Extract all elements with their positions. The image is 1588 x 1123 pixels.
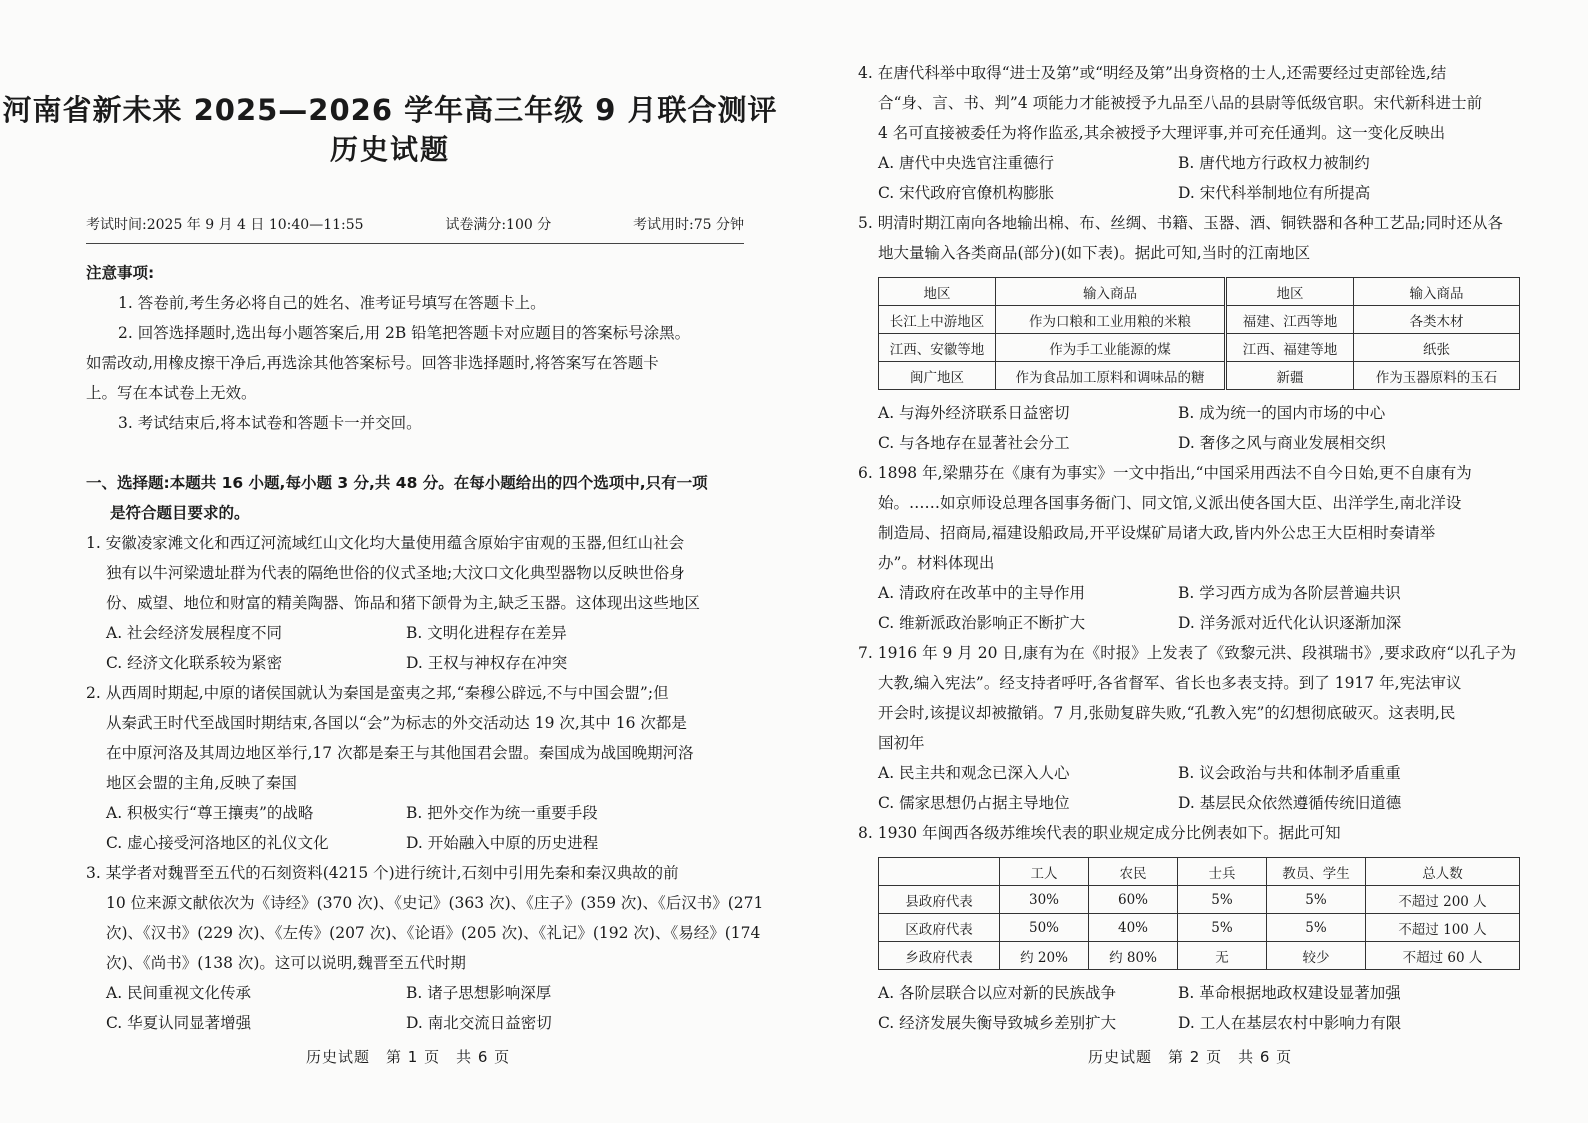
options xyxy=(858,758,1578,818)
table-header: 工人 xyxy=(1000,858,1089,886)
option-d: D. 工人在基层农村中影响力有限 xyxy=(1178,1014,1402,1032)
q5-options xyxy=(878,398,1578,458)
option-d: D. 开始融入中原的历史进程 xyxy=(406,834,599,852)
option-d: D. 王权与神权存在冲突 xyxy=(406,654,568,672)
table-header: 地区 xyxy=(879,278,996,306)
option-b: B. 文明化进程存在差异 xyxy=(406,624,567,642)
notes-title: 注意事项: xyxy=(86,264,155,282)
header-rule xyxy=(86,243,744,244)
option-b: B. 学习西方成为各阶层普遍共识 xyxy=(1178,584,1401,602)
option-b: B. 成为统一的国内市场的中心 xyxy=(1178,404,1386,422)
option-d: D. 宋代科举制地位有所提高 xyxy=(1178,184,1371,202)
question-line: 份、威望、地位和财富的精美陶器、饰品和猪下颌骨为主,缺乏玉器。这体现出这些地区 xyxy=(106,594,700,612)
exam-title: 河南省新未来 2025—2026 学年高三年级 9 月联合测评 xyxy=(2,93,778,127)
note-1: 1. 答卷前,考生务必将自己的姓名、准考证号填写在答题卡上。 xyxy=(118,294,546,312)
question-line: 始。……如京师设总理各国事务衙门、同文馆,义派出使各国大臣、出洋学生,南北洋设 xyxy=(878,494,1462,512)
exam-duration: 考试用时:75 分钟 xyxy=(633,217,744,233)
right-page xyxy=(800,0,1588,1123)
table-header: 农民 xyxy=(1089,858,1178,886)
table-row xyxy=(879,306,1520,334)
question-line: 次)、《尚书》(138 次)。这可以说明,魏晋至五代时期 xyxy=(106,954,466,972)
question-line: 地大量输入各类商品(部分)(如下表)。据此可知,当时的江南地区 xyxy=(878,244,1311,262)
q5-table xyxy=(878,277,1520,390)
option-d: D. 基层民众依然遵循传统旧道德 xyxy=(1178,794,1402,812)
table-cell: 不超过 200 人 xyxy=(1366,886,1520,914)
page-footer: 历史试题 第 2 页 共 6 页 xyxy=(1088,1048,1293,1066)
table-cell: 不超过 60 人 xyxy=(1366,942,1520,970)
question-7 xyxy=(858,638,1578,818)
option-a: A. 民主共和观念已深入人心 xyxy=(878,764,1070,782)
table-header: 地区 xyxy=(1226,278,1354,306)
table-cell: 5% xyxy=(1267,914,1366,942)
table-cell: 各类木材 xyxy=(1354,306,1520,334)
table-cell: 5% xyxy=(1178,914,1267,942)
question-line: 4 名可直接被委任为将作监丞,其余被授予大理评事,并可充任通判。这一变化反映出 xyxy=(878,124,1446,142)
option-c: C. 虚心接受河洛地区的礼仪文化 xyxy=(106,834,329,852)
question-line: 大教,编入宪法”。经支持者呼吁,各省督军、省长也多表支持。到了 1917 年,宪法审议 xyxy=(878,674,1462,692)
question-line: 地区会盟的主角,反映了秦国 xyxy=(106,774,297,792)
table-cell: 较少 xyxy=(1267,942,1366,970)
table-cell: 乡政府代表 xyxy=(879,942,1000,970)
section-1-heading xyxy=(86,468,746,528)
options xyxy=(878,978,1578,1038)
table-cell: 约 20% xyxy=(1000,942,1089,970)
question-line: 从秦武王时代至战国时期结束,各国以“会”为标志的外交活动达 19 次,其中 16 次都是 xyxy=(106,714,687,732)
option-c: C. 经济文化联系较为紧密 xyxy=(106,654,283,672)
table-cell: 闽广地区 xyxy=(879,362,996,390)
option-a: A. 唐代中央选官注重德行 xyxy=(878,154,1055,172)
exam-info xyxy=(86,214,744,234)
option-b: B. 唐代地方行政权力被制约 xyxy=(1178,154,1370,172)
option-c: C. 经济发展失衡导致城乡差别扩大 xyxy=(878,1014,1117,1032)
table-cell: 50% xyxy=(1000,914,1089,942)
question-line: 次)、《汉书》(229 次)、《左传》(207 次)、《论语》(205 次)、《礼记》(192 次)、《易经》(174 xyxy=(106,924,761,942)
option-c: C. 宋代政府官僚机构膨胀 xyxy=(878,184,1055,202)
exam-time: 考试时间:2025 年 9 月 4 日 10:40—11:55 xyxy=(86,217,364,233)
question-line: 8. 1930 年闽西各级苏维埃代表的职业规定成分比例表如下。据此可知 xyxy=(858,824,1341,842)
table-header: 教员、学生 xyxy=(1267,858,1366,886)
note-2-cont: 如需改动,用橡皮擦干净后,再选涂其他答案标号。回答非选择题时,将答案写在答题卡 xyxy=(86,354,659,372)
table-cell: 长江上中游地区 xyxy=(879,306,996,334)
table-row xyxy=(879,886,1520,914)
question-line: 4. 在唐代科举中取得“进士及第”或“明经及第”出身资格的士人,还需要经过吏部铨选,结 xyxy=(858,64,1447,82)
options xyxy=(86,618,746,678)
table-header-row xyxy=(879,278,1520,306)
table-cell: 区政府代表 xyxy=(879,914,1000,942)
table-cell: 作为食品加工原料和调味品的糖 xyxy=(996,362,1226,390)
question-line: 10 位来源文献依次为《诗经》(370 次)、《史记》(363 次)、《庄子》(359 次)、《后汉书》(271 xyxy=(106,894,764,912)
table-cell: 5% xyxy=(1267,886,1366,914)
question-line: 独有以牛河梁遗址群为代表的隔绝世俗的仪式圣地;大汶口文化典型器物以反映世俗身 xyxy=(106,564,685,582)
table-cell: 纸张 xyxy=(1354,334,1520,362)
table-cell: 约 80% xyxy=(1089,942,1178,970)
table-cell: 无 xyxy=(1178,942,1267,970)
options xyxy=(86,798,746,858)
note-2: 2. 回答选择题时,选出每小题答案后,用 2B 铅笔把答题卡对应题目的答案标号涂黑。 xyxy=(118,324,691,342)
option-b: B. 革命根据地政权建设显著加强 xyxy=(1178,984,1401,1002)
question-6 xyxy=(858,458,1578,638)
question-line: 合“身、言、书、判”4 项能力才能被授予九品至八品的县尉等低级官职。宋代新科进士前 xyxy=(878,94,1483,112)
question-3 xyxy=(86,858,764,1038)
question-line: 2. 从西周时期起,中原的诸侯国就认为秦国是蛮夷之邦,“秦穆公辟远,不与中国会盟”;但 xyxy=(86,684,669,702)
options xyxy=(858,148,1578,208)
exam-subject: 历史试题 xyxy=(329,133,450,166)
table-cell: 作为玉器原料的玉石 xyxy=(1354,362,1520,390)
option-a: A. 积极实行“尊王攘夷”的战略 xyxy=(106,804,314,822)
table-row xyxy=(879,362,1520,390)
table-cell: 40% xyxy=(1089,914,1178,942)
question-line: 6. 1898 年,梁鼎芬在《康有为事实》一文中指出,“中国采用西法不自今日始,更不自康有为 xyxy=(858,464,1472,482)
table-cell: 不超过 100 人 xyxy=(1366,914,1520,942)
option-b: B. 诸子思想影响深厚 xyxy=(406,984,552,1002)
question-5 xyxy=(858,208,1578,268)
question-line: 开会时,该提议却被撤销。7 月,张勋复辟失败,“孔教入宪”的幻想彻底破灭。这表明,民 xyxy=(878,704,1456,722)
table-header: 输入商品 xyxy=(996,278,1226,306)
option-b: B. 把外交作为统一重要手段 xyxy=(406,804,598,822)
option-c: C. 儒家思想仍占据主导地位 xyxy=(878,794,1070,812)
q8-table xyxy=(878,857,1520,970)
question-line: 办”。材料体现出 xyxy=(878,554,995,572)
table-cell: 30% xyxy=(1000,886,1089,914)
question-line: 7. 1916 年 9 月 20 日,康有为在《时报》上发表了《致黎元洪、段祺瑞书》,要求政府“以孔子为 xyxy=(858,644,1517,662)
options xyxy=(86,978,746,1038)
table-row xyxy=(879,334,1520,362)
table-header: 输入商品 xyxy=(1354,278,1520,306)
table-cell: 江西、安徽等地 xyxy=(879,334,996,362)
note-2-end: 上。写在本试卷上无效。 xyxy=(86,384,257,402)
question-8 xyxy=(858,818,1578,848)
question-line: 制造局、招商局,福建设船政局,开平设煤矿局诸大政,皆内外公忠王大臣相时奏请举 xyxy=(878,524,1436,542)
options xyxy=(878,398,1578,458)
option-a: A. 各阶层联合以应对新的民族战争 xyxy=(878,984,1117,1002)
options xyxy=(858,578,1578,638)
notes xyxy=(86,258,746,438)
q8-options xyxy=(878,978,1578,1038)
note-3: 3. 考试结束后,将本试卷和答题卡一并交回。 xyxy=(118,414,422,432)
section-1-line2: 是符合题目要求的。 xyxy=(110,504,250,522)
table-header-row xyxy=(879,858,1520,886)
option-c: C. 维新派政治影响正不断扩大 xyxy=(878,614,1086,632)
table-row xyxy=(879,914,1520,942)
question-line: 5. 明清时期江南向各地输出棉、布、丝绸、书籍、玉器、酒、铜铁器和各种工艺品;同时还从各 xyxy=(858,214,1503,232)
table-cell: 县政府代表 xyxy=(879,886,1000,914)
table-row xyxy=(879,942,1520,970)
option-a: A. 民间重视文化传承 xyxy=(106,984,252,1002)
full-score: 试卷满分:100 分 xyxy=(445,217,552,233)
table-cell: 作为口粮和工业用粮的米粮 xyxy=(996,306,1226,334)
question-line: 国初年 xyxy=(878,734,925,752)
table-cell: 江西、福建等地 xyxy=(1226,334,1354,362)
table-cell: 新疆 xyxy=(1226,362,1354,390)
question-2 xyxy=(86,678,746,858)
option-c: C. 华夏认同显著增强 xyxy=(106,1014,252,1032)
table-cell: 60% xyxy=(1089,886,1178,914)
option-a: A. 清政府在改革中的主导作用 xyxy=(878,584,1086,602)
table-header xyxy=(879,858,1000,886)
table-header: 总人数 xyxy=(1366,858,1520,886)
table-cell: 福建、江西等地 xyxy=(1226,306,1354,334)
table-cell: 作为手工业能源的煤 xyxy=(996,334,1226,362)
question-line: 在中原河洛及其周边地区举行,17 次都是秦王与其他国君会盟。秦国成为战国晚期河洛 xyxy=(106,744,694,762)
option-d: D. 南北交流日益密切 xyxy=(406,1014,552,1032)
option-b: B. 议会政治与共和体制矛盾重重 xyxy=(1178,764,1401,782)
page-footer: 历史试题 第 1 页 共 6 页 xyxy=(306,1048,511,1066)
option-d: D. 洋务派对近代化认识逐渐加深 xyxy=(1178,614,1402,632)
question-line: 3. 某学者对魏晋至五代的石刻资料(4215 个)进行统计,石刻中引用先秦和秦汉典故的前 xyxy=(86,864,679,882)
question-1 xyxy=(86,528,746,678)
option-a: A. 社会经济发展程度不同 xyxy=(106,624,283,642)
table-header: 士兵 xyxy=(1178,858,1267,886)
option-a: A. 与海外经济联系日益密切 xyxy=(878,404,1070,422)
left-page xyxy=(0,0,780,1123)
table-cell: 5% xyxy=(1178,886,1267,914)
option-d: D. 奢侈之风与商业发展相交织 xyxy=(1178,434,1386,452)
section-1-line: 一、选择题:本题共 16 小题,每小题 3 分,共 48 分。在每小题给出的四个选项中,只有一项 xyxy=(86,474,708,492)
option-c: C. 与各地存在显著社会分工 xyxy=(878,434,1070,452)
question-4 xyxy=(858,58,1578,208)
question-line: 1. 安徽凌家滩文化和西辽河流域红山文化均大量使用蕴含原始宇宙观的玉器,但红山社会 xyxy=(86,534,685,552)
